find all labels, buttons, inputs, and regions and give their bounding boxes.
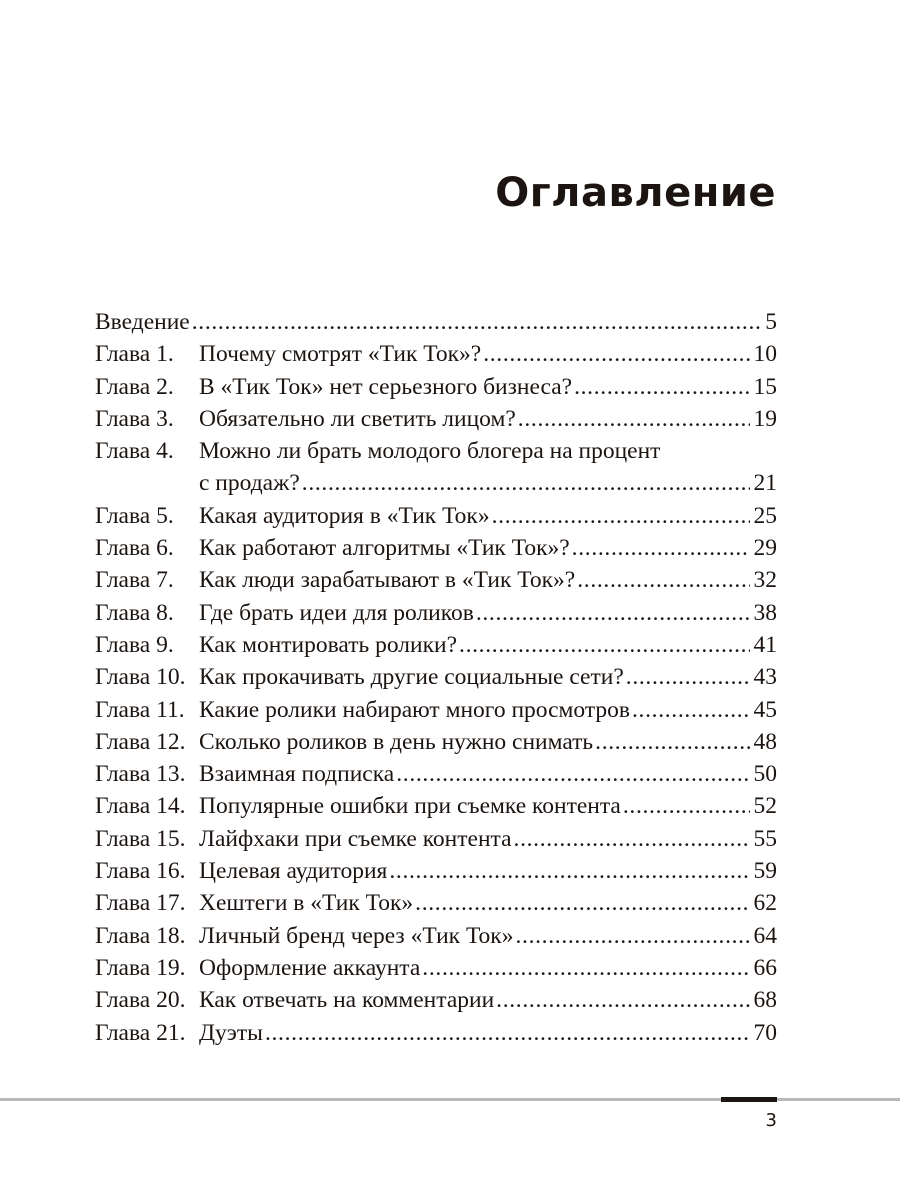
toc-leader-dots bbox=[192, 306, 762, 338]
toc-entry-title: Популярные ошибки при съемке контента bbox=[199, 793, 621, 820]
toc-entry-title: Целевая аудитория bbox=[199, 858, 388, 885]
toc-entry-title: Можно ли брать молодого блогера на процент bbox=[199, 438, 661, 465]
toc-entry-number: Глава 12. bbox=[95, 728, 186, 755]
toc-entry-page: 21 bbox=[753, 470, 777, 497]
toc-entry-page: 25 bbox=[753, 502, 777, 529]
toc-entry bbox=[95, 371, 777, 403]
toc-entry-title: Хештеги в «Тик Ток» bbox=[199, 890, 414, 917]
toc-entry-number: Глава 1. bbox=[95, 341, 174, 368]
toc-entry-number: Глава 14. bbox=[95, 793, 186, 820]
toc-leader-dots bbox=[302, 467, 750, 499]
toc-entry-page: 52 bbox=[753, 793, 777, 820]
toc-leader-dots bbox=[514, 823, 750, 855]
toc-entry bbox=[95, 338, 777, 370]
toc-entry-title: Личный бренд через «Тик Ток» bbox=[199, 922, 514, 949]
toc-leader-dots bbox=[595, 726, 749, 758]
toc-entry-number: Глава 17. bbox=[95, 890, 186, 917]
toc-entry-number: Глава 13. bbox=[95, 761, 186, 788]
toc-leader-dots bbox=[626, 661, 750, 693]
toc-entry-number: Глава 15. bbox=[95, 825, 186, 852]
toc-entry bbox=[95, 403, 777, 435]
toc-entry-number: Глава 19. bbox=[95, 954, 186, 981]
toc-entry bbox=[95, 984, 777, 1016]
toc-entry-page: 70 bbox=[753, 1019, 777, 1046]
toc-entry bbox=[95, 597, 777, 629]
toc-entry-number: Глава 2. bbox=[95, 373, 174, 400]
toc-entry-title: Оформление аккаунта bbox=[199, 954, 421, 981]
toc-entry bbox=[95, 920, 777, 952]
toc-leader-dots bbox=[572, 532, 750, 564]
toc-entry-page: 45 bbox=[753, 696, 777, 723]
toc-entry-page: 41 bbox=[753, 631, 777, 658]
toc-leader-dots bbox=[632, 694, 750, 726]
toc-entry bbox=[95, 661, 777, 693]
toc-entry-title: Какая аудитория в «Тик Ток» bbox=[199, 502, 490, 529]
toc-entry-page: 29 bbox=[753, 535, 777, 562]
toc-leader-dots bbox=[577, 564, 749, 596]
toc-entry-number: Глава 11. bbox=[95, 696, 185, 723]
toc-entry-page: 43 bbox=[753, 664, 777, 691]
toc-entry bbox=[95, 726, 777, 758]
toc-entry-title: Как отвечать на комментарии bbox=[199, 987, 495, 1014]
toc-entry-page: 19 bbox=[753, 405, 777, 432]
toc-entry-page: 32 bbox=[753, 567, 777, 594]
toc-leader-dots bbox=[396, 758, 749, 790]
toc-leader-dots bbox=[623, 790, 750, 822]
toc-entry-page: 48 bbox=[753, 728, 777, 755]
toc-entry-number: Глава 20. bbox=[95, 987, 186, 1014]
toc-entry-title: В «Тик Ток» нет серьезного бизнеса? bbox=[199, 373, 573, 400]
toc-entry bbox=[95, 1017, 777, 1049]
toc-leader-dots bbox=[476, 597, 750, 629]
toc-entry-number: Введение bbox=[95, 309, 190, 335]
toc-entry-title: Как монтировать ролики? bbox=[199, 631, 458, 658]
toc-entry bbox=[95, 500, 777, 532]
toc-entry-page: 64 bbox=[753, 922, 777, 949]
toc-entry-title: Как прокачивать другие социальные сети? bbox=[199, 664, 624, 691]
toc-entry-number: Глава 4. bbox=[95, 438, 174, 465]
toc-entry bbox=[95, 758, 777, 790]
toc-entry-continuation bbox=[95, 467, 777, 499]
toc-entry-number: Глава 16. bbox=[95, 858, 186, 885]
toc-entry-number: Глава 18. bbox=[95, 922, 186, 949]
toc-entry-number: Глава 8. bbox=[95, 599, 174, 626]
toc-leader-dots bbox=[574, 371, 749, 403]
toc-leader-dots bbox=[415, 887, 749, 919]
toc-entry-page: 68 bbox=[753, 987, 777, 1014]
toc-entry-page: 15 bbox=[753, 373, 777, 400]
toc-entry-title: Дуэты bbox=[199, 1019, 263, 1046]
toc-entry-title: Где брать идеи для роликов bbox=[199, 599, 474, 626]
toc-entry-page: 38 bbox=[753, 599, 777, 626]
toc-entry-page: 50 bbox=[753, 761, 777, 788]
toc-entry bbox=[95, 564, 777, 596]
toc-entry-title: Как работают алгоритмы «Тик Ток»? bbox=[199, 535, 570, 562]
toc-leader-dots bbox=[265, 1017, 750, 1049]
toc-entry-page: 66 bbox=[753, 954, 777, 981]
toc-entry-page: 62 bbox=[753, 890, 777, 917]
toc-entry-title: Какие ролики набирают много просмотров bbox=[199, 696, 630, 723]
toc-entry bbox=[95, 629, 777, 661]
toc-entry bbox=[95, 823, 777, 855]
toc-entry-number: Глава 9. bbox=[95, 631, 174, 658]
page-title: Оглавление bbox=[495, 170, 776, 216]
toc-entry-page: 59 bbox=[753, 858, 777, 885]
toc-entry-title-continued: с продаж? bbox=[199, 470, 300, 497]
toc-entry bbox=[95, 435, 777, 467]
toc-entry-title: Взаимная подписка bbox=[199, 761, 395, 788]
toc-leader-dots bbox=[459, 629, 749, 661]
toc-leader-dots bbox=[389, 855, 749, 887]
toc-leader-dots bbox=[515, 920, 749, 952]
toc-entry-number: Глава 10. bbox=[95, 664, 186, 691]
toc-entry-title: Сколько роликов в день нужно снимать bbox=[199, 728, 594, 755]
footer-accent-bar bbox=[721, 1097, 777, 1102]
toc-entry bbox=[95, 532, 777, 564]
toc-entry-title: Почему смотрят «Тик Ток»? bbox=[199, 341, 482, 368]
toc-entry-number: Глава 7. bbox=[95, 567, 174, 594]
toc-entry-number: Глава 3. bbox=[95, 405, 174, 432]
toc-entry-page: 55 bbox=[753, 825, 777, 852]
toc-leader-dots bbox=[518, 403, 750, 435]
toc-entry-number: Глава 6. bbox=[95, 535, 174, 562]
page-number: 3 bbox=[765, 1110, 777, 1131]
toc-entry bbox=[95, 694, 777, 726]
table-of-contents bbox=[95, 306, 777, 1049]
toc-entry-number: Глава 21. bbox=[95, 1019, 186, 1046]
toc-leader-dots bbox=[496, 984, 749, 1016]
toc-leader-dots bbox=[483, 338, 749, 370]
toc-entry bbox=[95, 306, 777, 338]
toc-leader-dots bbox=[492, 500, 750, 532]
toc-entry-number: Глава 5. bbox=[95, 502, 174, 529]
toc-entry-title: Обязательно ли светить лицом? bbox=[199, 405, 516, 432]
toc-entry-page: 10 bbox=[753, 341, 777, 368]
toc-entry bbox=[95, 855, 777, 887]
toc-entry-title: Лайфхаки при съемке контента bbox=[199, 825, 512, 852]
toc-entry bbox=[95, 887, 777, 919]
toc-entry-title: Как люди зарабатывают в «Тик Ток»? bbox=[199, 567, 576, 594]
toc-entry-page: 5 bbox=[765, 309, 777, 335]
toc-leader-dots bbox=[422, 952, 749, 984]
toc-entry bbox=[95, 952, 777, 984]
toc-entry bbox=[95, 790, 777, 822]
